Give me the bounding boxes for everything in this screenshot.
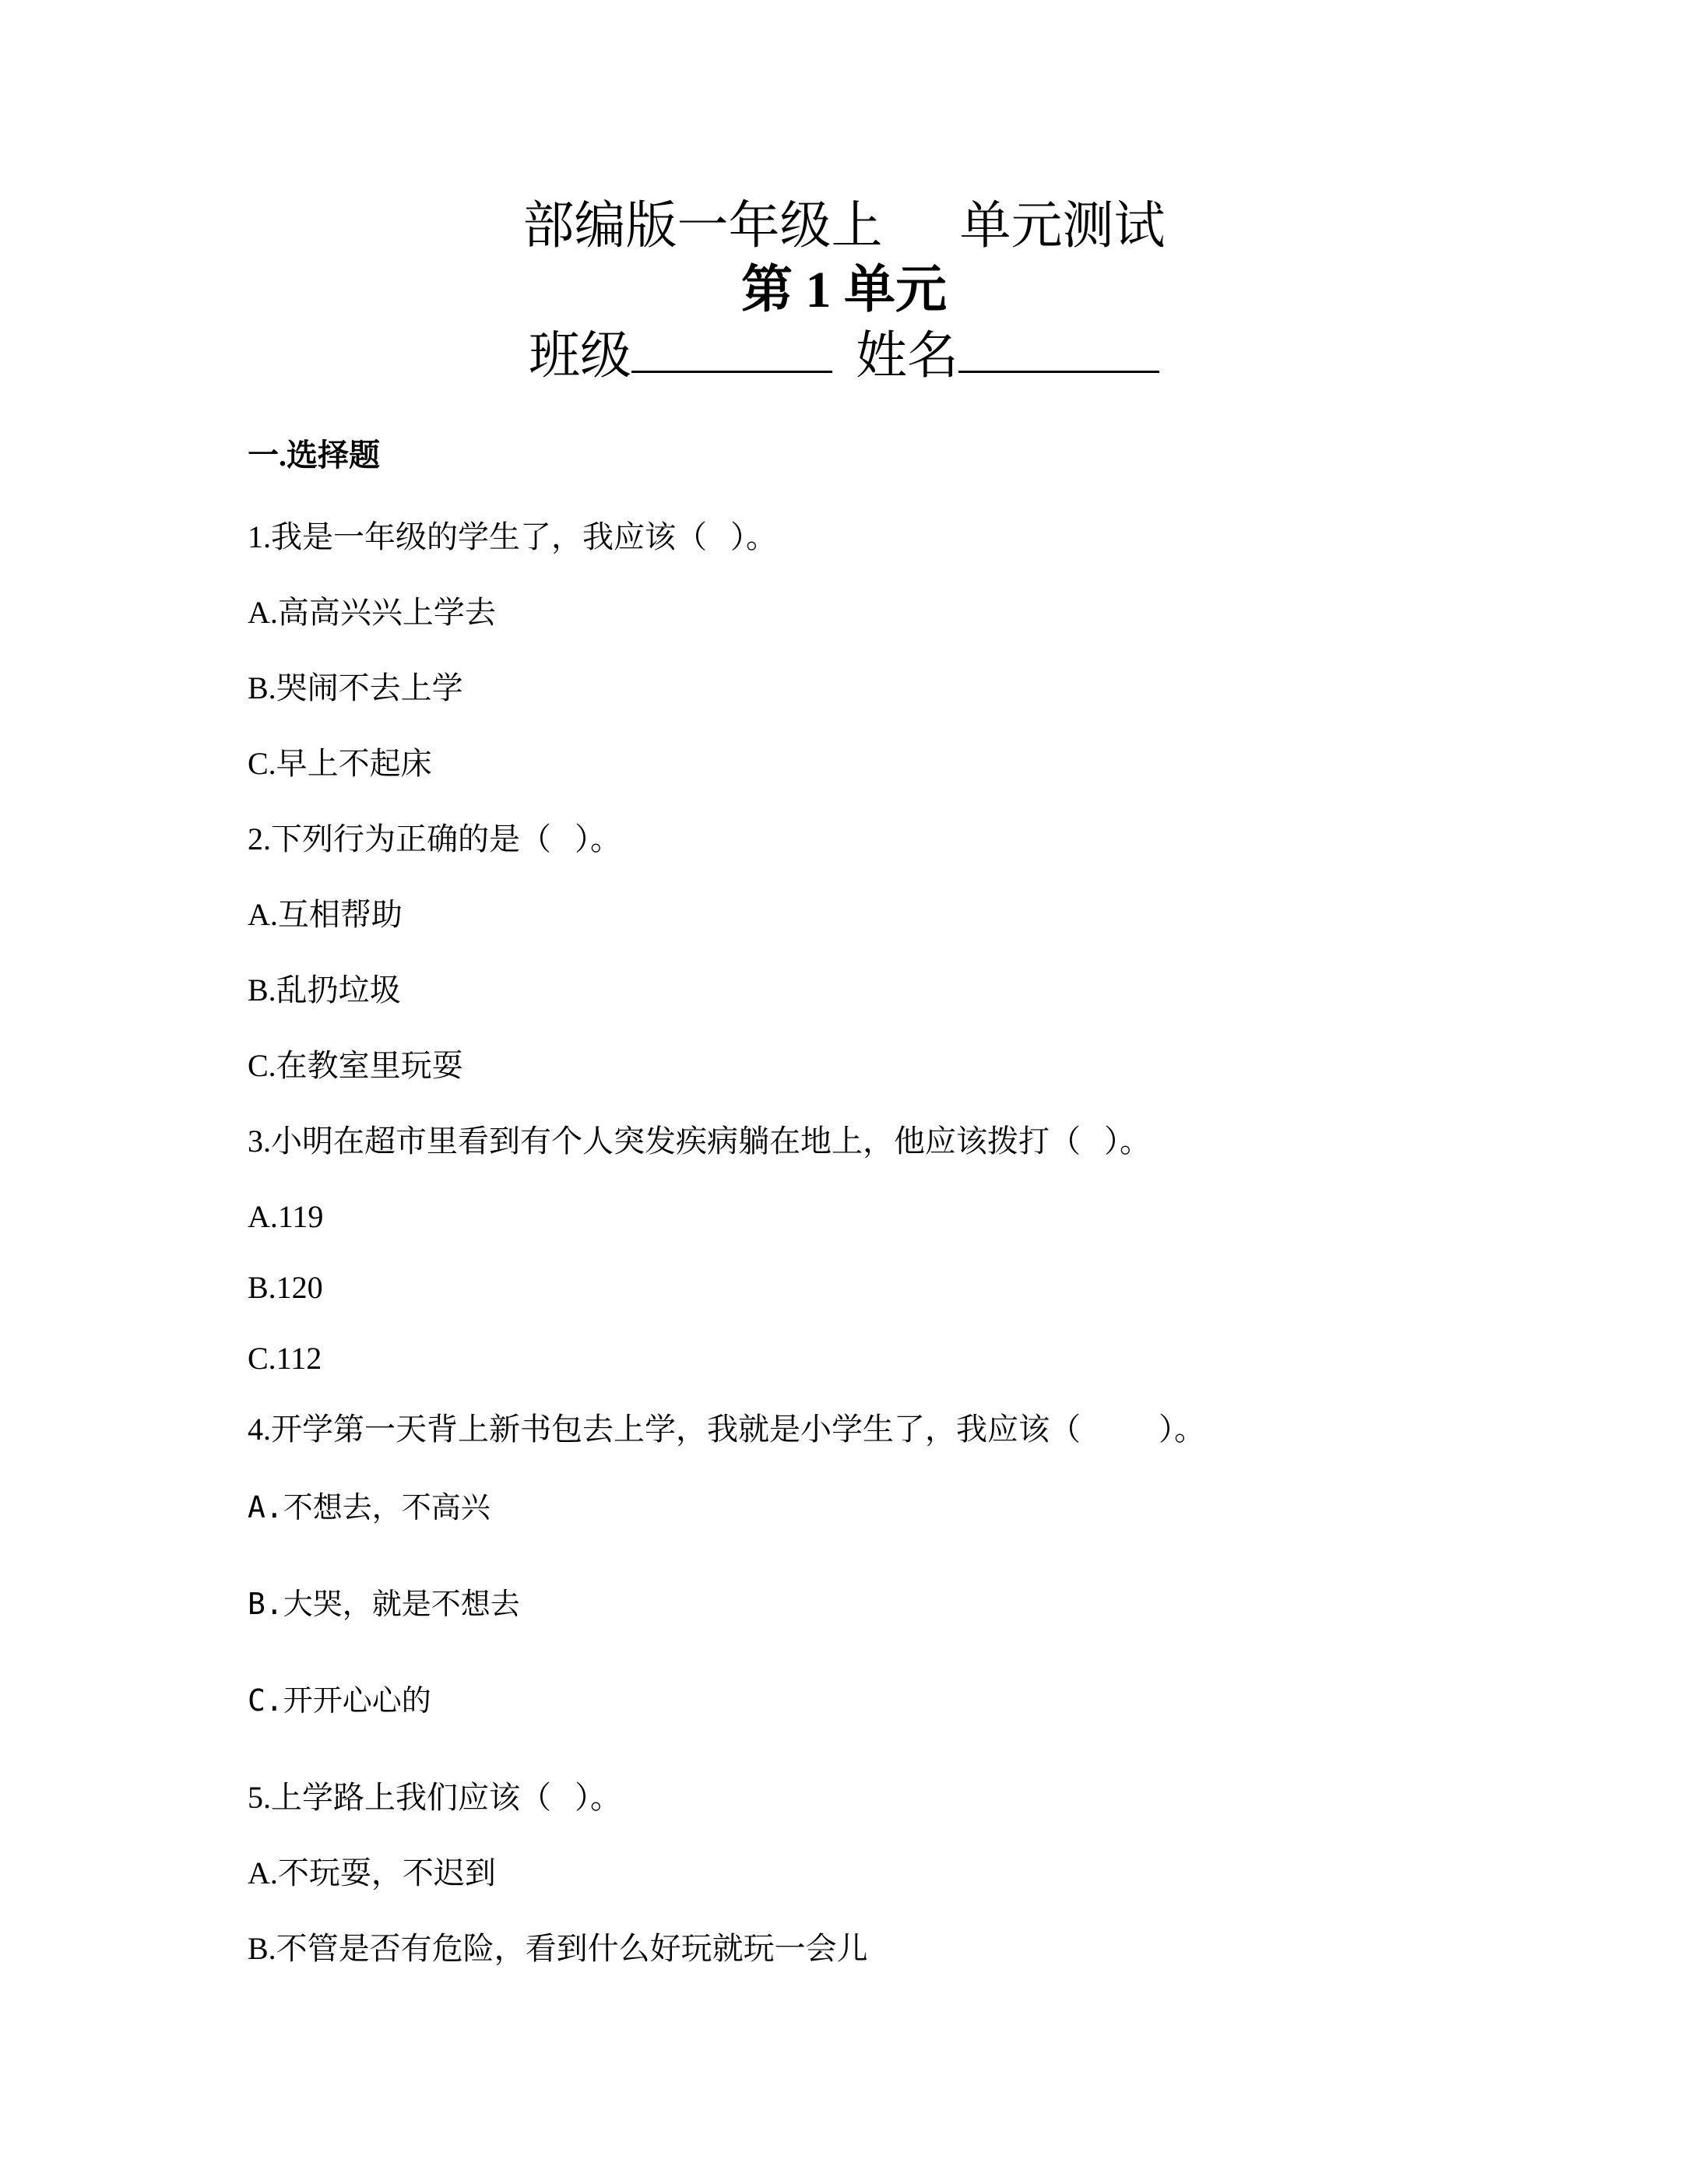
- question-option: C.在教室里玩耍: [248, 1048, 463, 1083]
- exam-header: [0, 195, 1688, 386]
- question-option: C.开开心心的: [248, 1683, 431, 1718]
- question-option: B.120: [248, 1270, 323, 1305]
- question-stem: 4.开学第一天背上新书包去上学，我就是小学生了，我应该（ ）。: [248, 1412, 1205, 1447]
- question-option: A.互相帮助: [248, 897, 403, 932]
- question-option: A.不玩耍，不迟到: [248, 1855, 496, 1890]
- section-title: 一.选择题: [248, 438, 380, 473]
- question-stem: 3.小明在超市里看到有个人突发疾病躺在地上，他应该拨打（ ）。: [248, 1124, 1151, 1159]
- question-option: C.112: [248, 1341, 322, 1376]
- question-option: A.不想去，不高兴: [248, 1490, 491, 1525]
- question-option: A.高高兴兴上学去: [248, 595, 496, 630]
- student-info-line: [0, 322, 1688, 386]
- question-option: B.乱扔垃圾: [248, 972, 401, 1008]
- question-stem: 5.上学路上我们应该（ ）。: [248, 1780, 621, 1815]
- exam-title: 部编版一年级上 单元测试: [522, 198, 1166, 255]
- question-option: B.大哭，就是不想去: [248, 1587, 520, 1621]
- name-label: 姓名: [856, 328, 958, 385]
- class-label: 班级: [529, 328, 631, 385]
- question-stem: 1.我是一年级的学生了，我应该（ ）。: [248, 519, 777, 554]
- question-option: B.不管是否有危险，看到什么好玩就玩一会儿: [248, 1931, 868, 1966]
- question-option: C.早上不起床: [248, 746, 432, 781]
- name-blank[interactable]: [958, 322, 1159, 373]
- unit-title: 第 1 单元: [741, 262, 947, 318]
- question-option: B.哭闹不去上学: [248, 670, 463, 705]
- question-option: A.119: [248, 1199, 324, 1234]
- question-stem: 2.下列行为正确的是（ ）。: [248, 821, 621, 856]
- class-blank[interactable]: [631, 322, 832, 373]
